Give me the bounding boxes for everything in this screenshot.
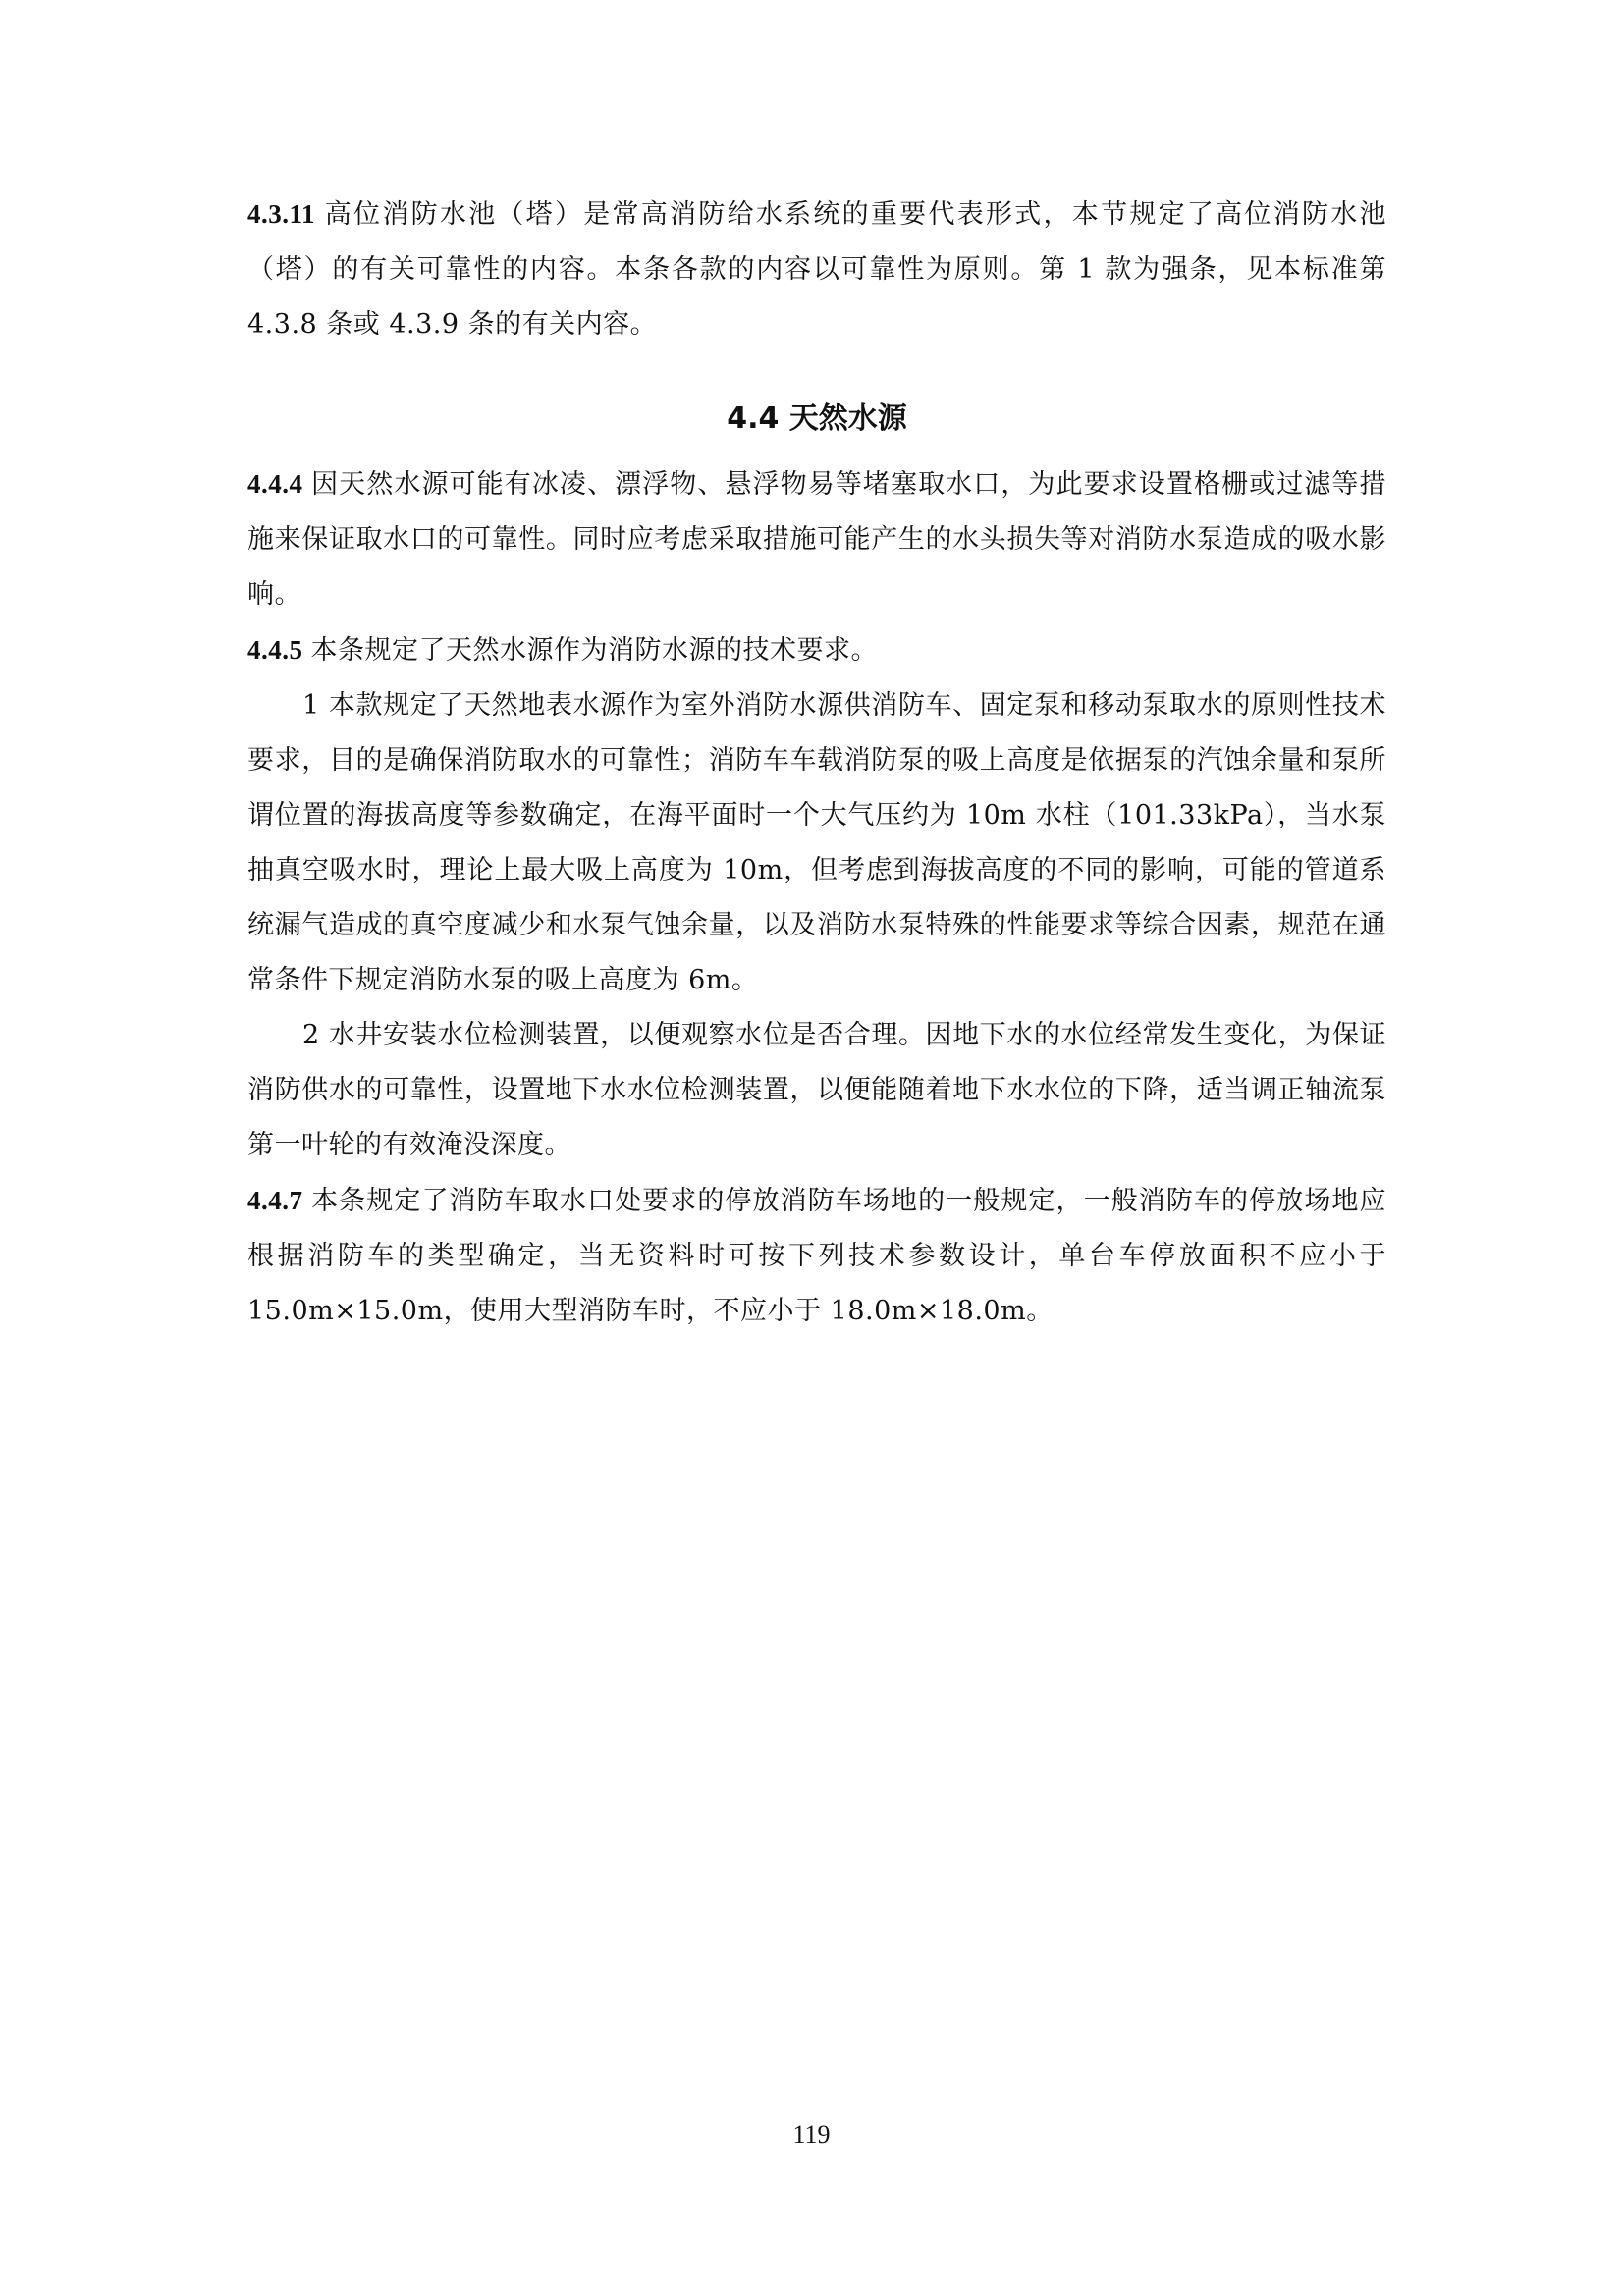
section-title: 4.4 天然水源 bbox=[727, 401, 907, 436]
clause-4-4-5 bbox=[247, 622, 1386, 678]
clause-number: 4.4.4 bbox=[247, 469, 303, 499]
clause-4-4-7 bbox=[247, 1173, 1386, 1339]
clause-number: 4.3.11 bbox=[247, 199, 316, 229]
page-number: 119 bbox=[792, 2120, 831, 2149]
clause-number: 4.4.7 bbox=[247, 1186, 303, 1215]
clause-text: 因天然水源可能有冰凌、漂浮物、悬浮物易等堵塞取水口，为此要求设置格栅或过滤等措施来保证取水口的可靠性。同时应考虑采取措施可能产生的水头损失等对消防水泵造成的吸水影响。 bbox=[247, 469, 1386, 610]
clause-text: 高位消防水池（塔）是常高消防给水系统的重要代表形式，本节规定了高位消防水池（塔）的有关可靠性的内容。本条各款的内容以可靠性为原则。第 1 款为强条，见本标准第 4.3.8 条或 4.3.9 条的有关内容。 bbox=[247, 199, 1386, 340]
clause-4-3-11 bbox=[247, 187, 1386, 352]
clause-4-4-4 bbox=[247, 456, 1386, 622]
clause-text: 本条规定了天然水源作为消防水源的技术要求。 bbox=[310, 635, 878, 666]
clause-text: 本条规定了消防车取水口处要求的停放消防车场地的一般规定，一般消防车的停放场地应根据消防车的类型确定，当无资料时可按下列技术参数设计，单台车停放面积不应小于 15.0m×15.0m，使用大型消防车时，不应小于 18.0m×18.0m。 bbox=[247, 1186, 1386, 1326]
clause-4-4-5-item-1: 1 本款规定了天然地表水源作为室外消防水源供消防车、固定泵和移动泵取水的原则性技术要求，目的是确保消防取水的可靠性；消防车车载消防泵的吸上高度是依据泵的汽蚀余量和泵所谓位置的海拔高度等参数确定，在海平面时一个大气压约为 10m 水柱（101.33kPa），当水泵抽真空吸水时，理论上最大吸上高度为 10m，但考虑到海拔高度的不同的影响，可能的管道系统漏气造成的真空度减少和水泵气蚀余量，以及消防水泵特殊的性能要求等综合因素，规范在通常条件下规定消防水泵的吸上高度为 6m。 bbox=[247, 690, 1386, 995]
clause-4-4-5-item-2: 2 水井安装水位检测装置，以便观察水位是否合理。因地下水的水位经常发生变化，为保证消防供水的可靠性，设置地下水水位检测装置，以便能随着地下水水位的下降，适当调正轴流泵第一叶轮的有效淹没深度。 bbox=[247, 1020, 1386, 1160]
document-body bbox=[247, 187, 1386, 1339]
clause-number: 4.4.5 bbox=[247, 635, 303, 665]
